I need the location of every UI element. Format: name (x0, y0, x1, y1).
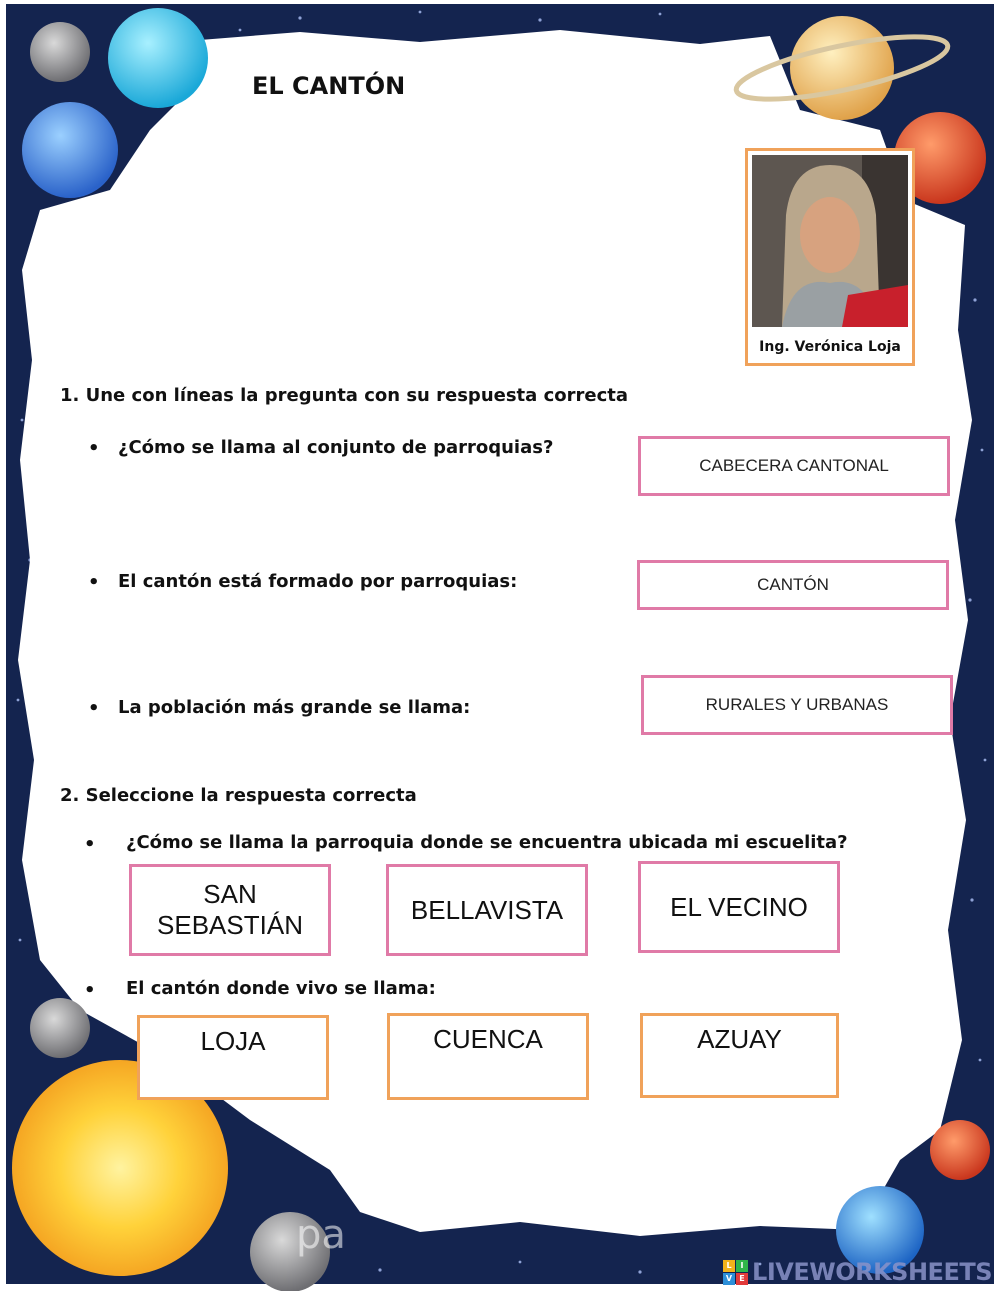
s1-question-2: El cantón está formado por parroquias: (118, 571, 518, 592)
s2-q2-option-loja[interactable]: LOJA (137, 1015, 329, 1100)
bullet-icon: • (88, 438, 100, 459)
logo-letter-i: I (736, 1260, 748, 1272)
s1-question-1: ¿Cómo se llama al conjunto de parroquias? (118, 437, 554, 458)
s1-answer-box-1[interactable]: CABECERA CANTONAL (638, 436, 950, 496)
s2-question-1: ¿Cómo se llama la parroquia donde se encuentra ubicada mi escuelita? (126, 832, 848, 853)
s1-answer-box-2[interactable]: CANTÓN (637, 560, 949, 610)
worksheet-title: EL CANTÓN (252, 72, 406, 100)
bullet-icon: • (84, 834, 96, 855)
faint-background-text: pa (296, 1212, 346, 1258)
s2-q2-option-azuay[interactable]: AZUAY (640, 1013, 839, 1098)
author-caption: Ing. Verónica Loja (759, 339, 901, 355)
s2-question-2: El cantón donde vivo se llama: (126, 978, 436, 999)
s2-q2-option-cuenca[interactable]: CUENCA (387, 1013, 589, 1100)
liveworksheets-logo (723, 1260, 748, 1285)
s1-answer-box-3[interactable]: RURALES Y URBANAS (641, 675, 953, 735)
logo-letter-l: L (723, 1260, 735, 1272)
liveworksheets-watermark (723, 1257, 992, 1287)
author-photo-frame (745, 148, 915, 366)
logo-letter-e: E (736, 1273, 748, 1285)
author-photo (752, 155, 908, 327)
section1-heading: 1. Une con líneas la pregunta con su respuesta correcta (60, 385, 628, 406)
s1-question-3: La población más grande se llama: (118, 697, 471, 718)
s2-q1-option-el-vecino[interactable]: EL VECINO (638, 861, 840, 953)
logo-letter-v: V (723, 1273, 735, 1285)
liveworksheets-brand-text: LIVEWORKSHEETS (752, 1258, 992, 1286)
bullet-icon: • (88, 572, 100, 593)
s2-q1-option-san-sebastian[interactable]: SAN SEBASTIÁN (129, 864, 331, 956)
bullet-icon: • (84, 980, 96, 1001)
section2-heading: 2. Seleccione la respuesta correcta (60, 785, 417, 806)
s2-q1-option-bellavista[interactable]: BELLAVISTA (386, 864, 588, 956)
bullet-icon: • (88, 698, 100, 719)
